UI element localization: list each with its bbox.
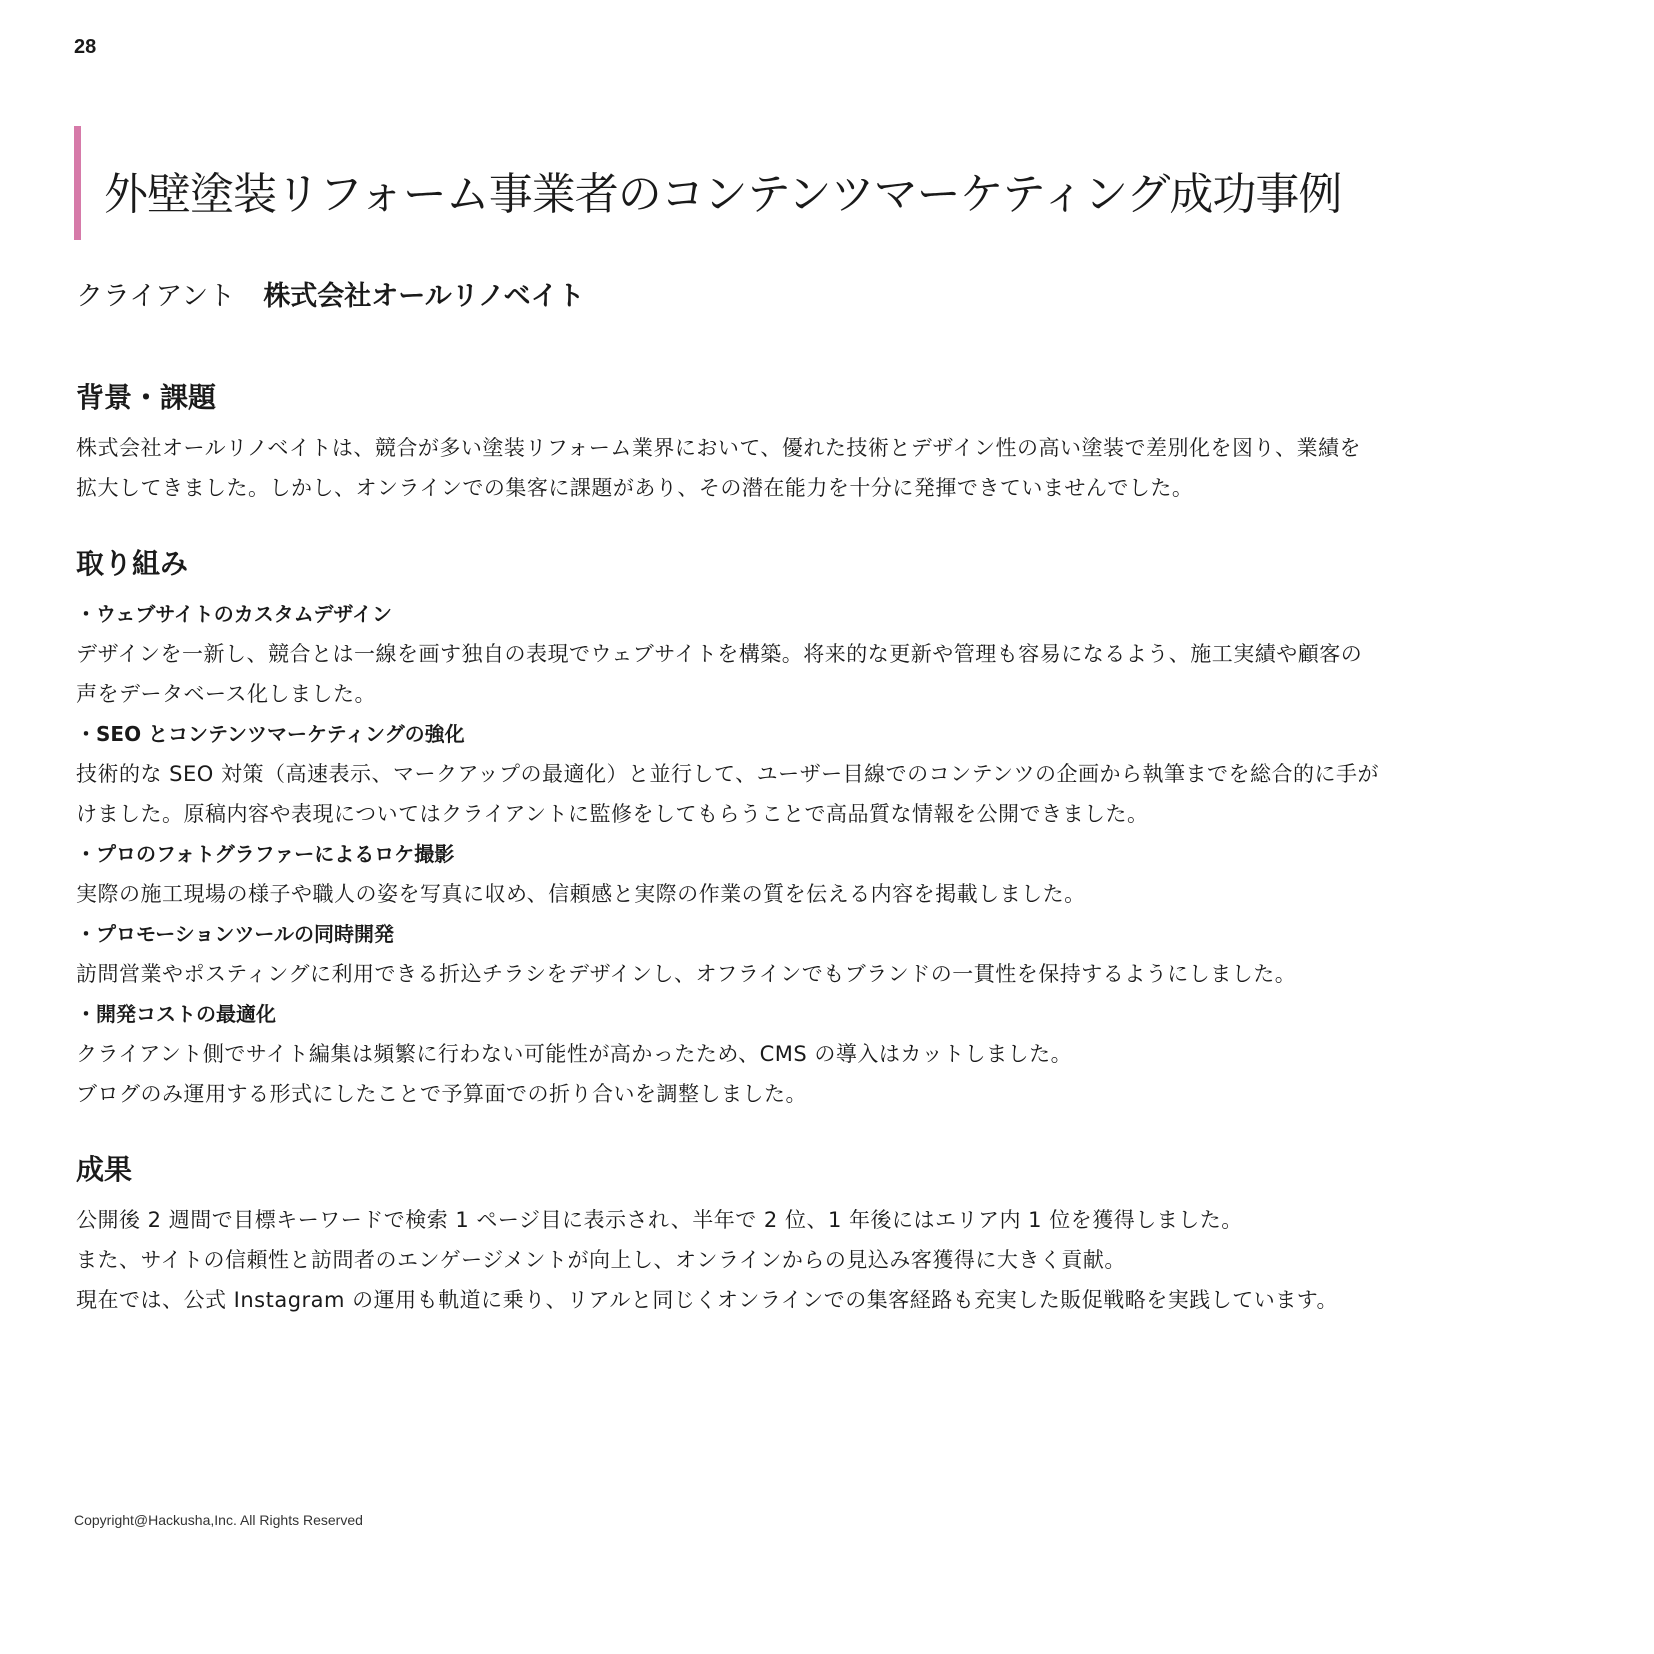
effort-line: けました。原稿内容や表現についてはクライアントに監修をしてもらうことで高品質な情報を公開できました。 xyxy=(76,802,1149,826)
title-accent-bar xyxy=(74,126,81,240)
effort-title: ・SEO とコンテンツマーケティングの強化 xyxy=(76,722,465,746)
client-line xyxy=(76,274,585,313)
client-label: クライアント xyxy=(76,281,236,312)
effort-line: 声をデータベース化しました。 xyxy=(76,682,376,706)
results-line: 公開後 2 週間で目標キーワードで検索 1 ページ目に表示され、半年で 2 位、1 年後にはエリア内 1 位を獲得しました。 xyxy=(76,1208,1243,1232)
effort-title: ・開発コストの最適化 xyxy=(76,1002,276,1026)
page-title: 外壁塗装リフォーム事業者のコンテンツマーケティング成功事例 xyxy=(104,169,1342,220)
effort-line: 訪問営業やポスティングに利用できる折込チラシをデザインし、オフラインでもブランドの一貫性を保持するようにしました。 xyxy=(76,962,1297,986)
main-content xyxy=(76,376,1496,1354)
effort-title: ・プロのフォトグラファーによるロケ撮影 xyxy=(76,842,455,866)
efforts-section xyxy=(76,542,1496,1114)
effort-line: ブログのみ運用する形式にしたことで予算面での折り合いを調整しました。 xyxy=(76,1082,807,1106)
effort-line: クライアント側でサイト編集は頻繁に行わない可能性が高かったため、CMS の導入はカットしました。 xyxy=(76,1042,1073,1066)
results-section xyxy=(76,1148,1496,1320)
background-line: 拡大してきました。しかし、オンラインでの集客に課題があり、その潜在能力を十分に発揮できていませんでした。 xyxy=(76,476,1194,500)
results-line: 現在では、公式 Instagram の運用も軌道に乗り、リアルと同じくオンラインでの集客経路も充実した販促戦略を実践しています。 xyxy=(76,1288,1339,1312)
background-heading: 背景・課題 xyxy=(76,381,217,414)
effort-line: 技術的な SEO 対策（高速表示、マークアップの最適化）と並行して、ユーザー目線でのコンテンツの企画から執筆までを総合的に手が xyxy=(76,762,1380,786)
efforts-heading: 取り組み xyxy=(76,547,189,580)
client-name: 株式会社オールリノベイト xyxy=(263,281,585,312)
results-heading: 成果 xyxy=(76,1153,133,1186)
effort-title: ・プロモーションツールの同時開発 xyxy=(76,922,394,946)
copyright-footer: Copyright@Hackusha,Inc. All Rights Reserved xyxy=(74,1512,363,1528)
background-section xyxy=(76,376,1496,508)
background-line: 株式会社オールリノベイトは、競合が多い塗装リフォーム業界において、優れた技術とデザイン性の高い塗装で差別化を図り、業績を xyxy=(76,436,1361,460)
effort-title: ・ウェブサイトのカスタムデザイン xyxy=(76,602,392,626)
effort-line: デザインを一新し、競合とは一線を画す独自の表現でウェブサイトを構築。将来的な更新や管理も容易になるよう、施工実績や顧客の xyxy=(76,642,1363,666)
page-number: 28 xyxy=(74,36,97,58)
effort-line: 実際の施工現場の様子や職人の姿を写真に収め、信頼感と実際の作業の質を伝える内容を掲載しました。 xyxy=(76,882,1086,906)
results-line: また、サイトの信頼性と訪問者のエンゲージメントが向上し、オンラインからの見込み客獲得に大きく貢献。 xyxy=(76,1248,1126,1272)
